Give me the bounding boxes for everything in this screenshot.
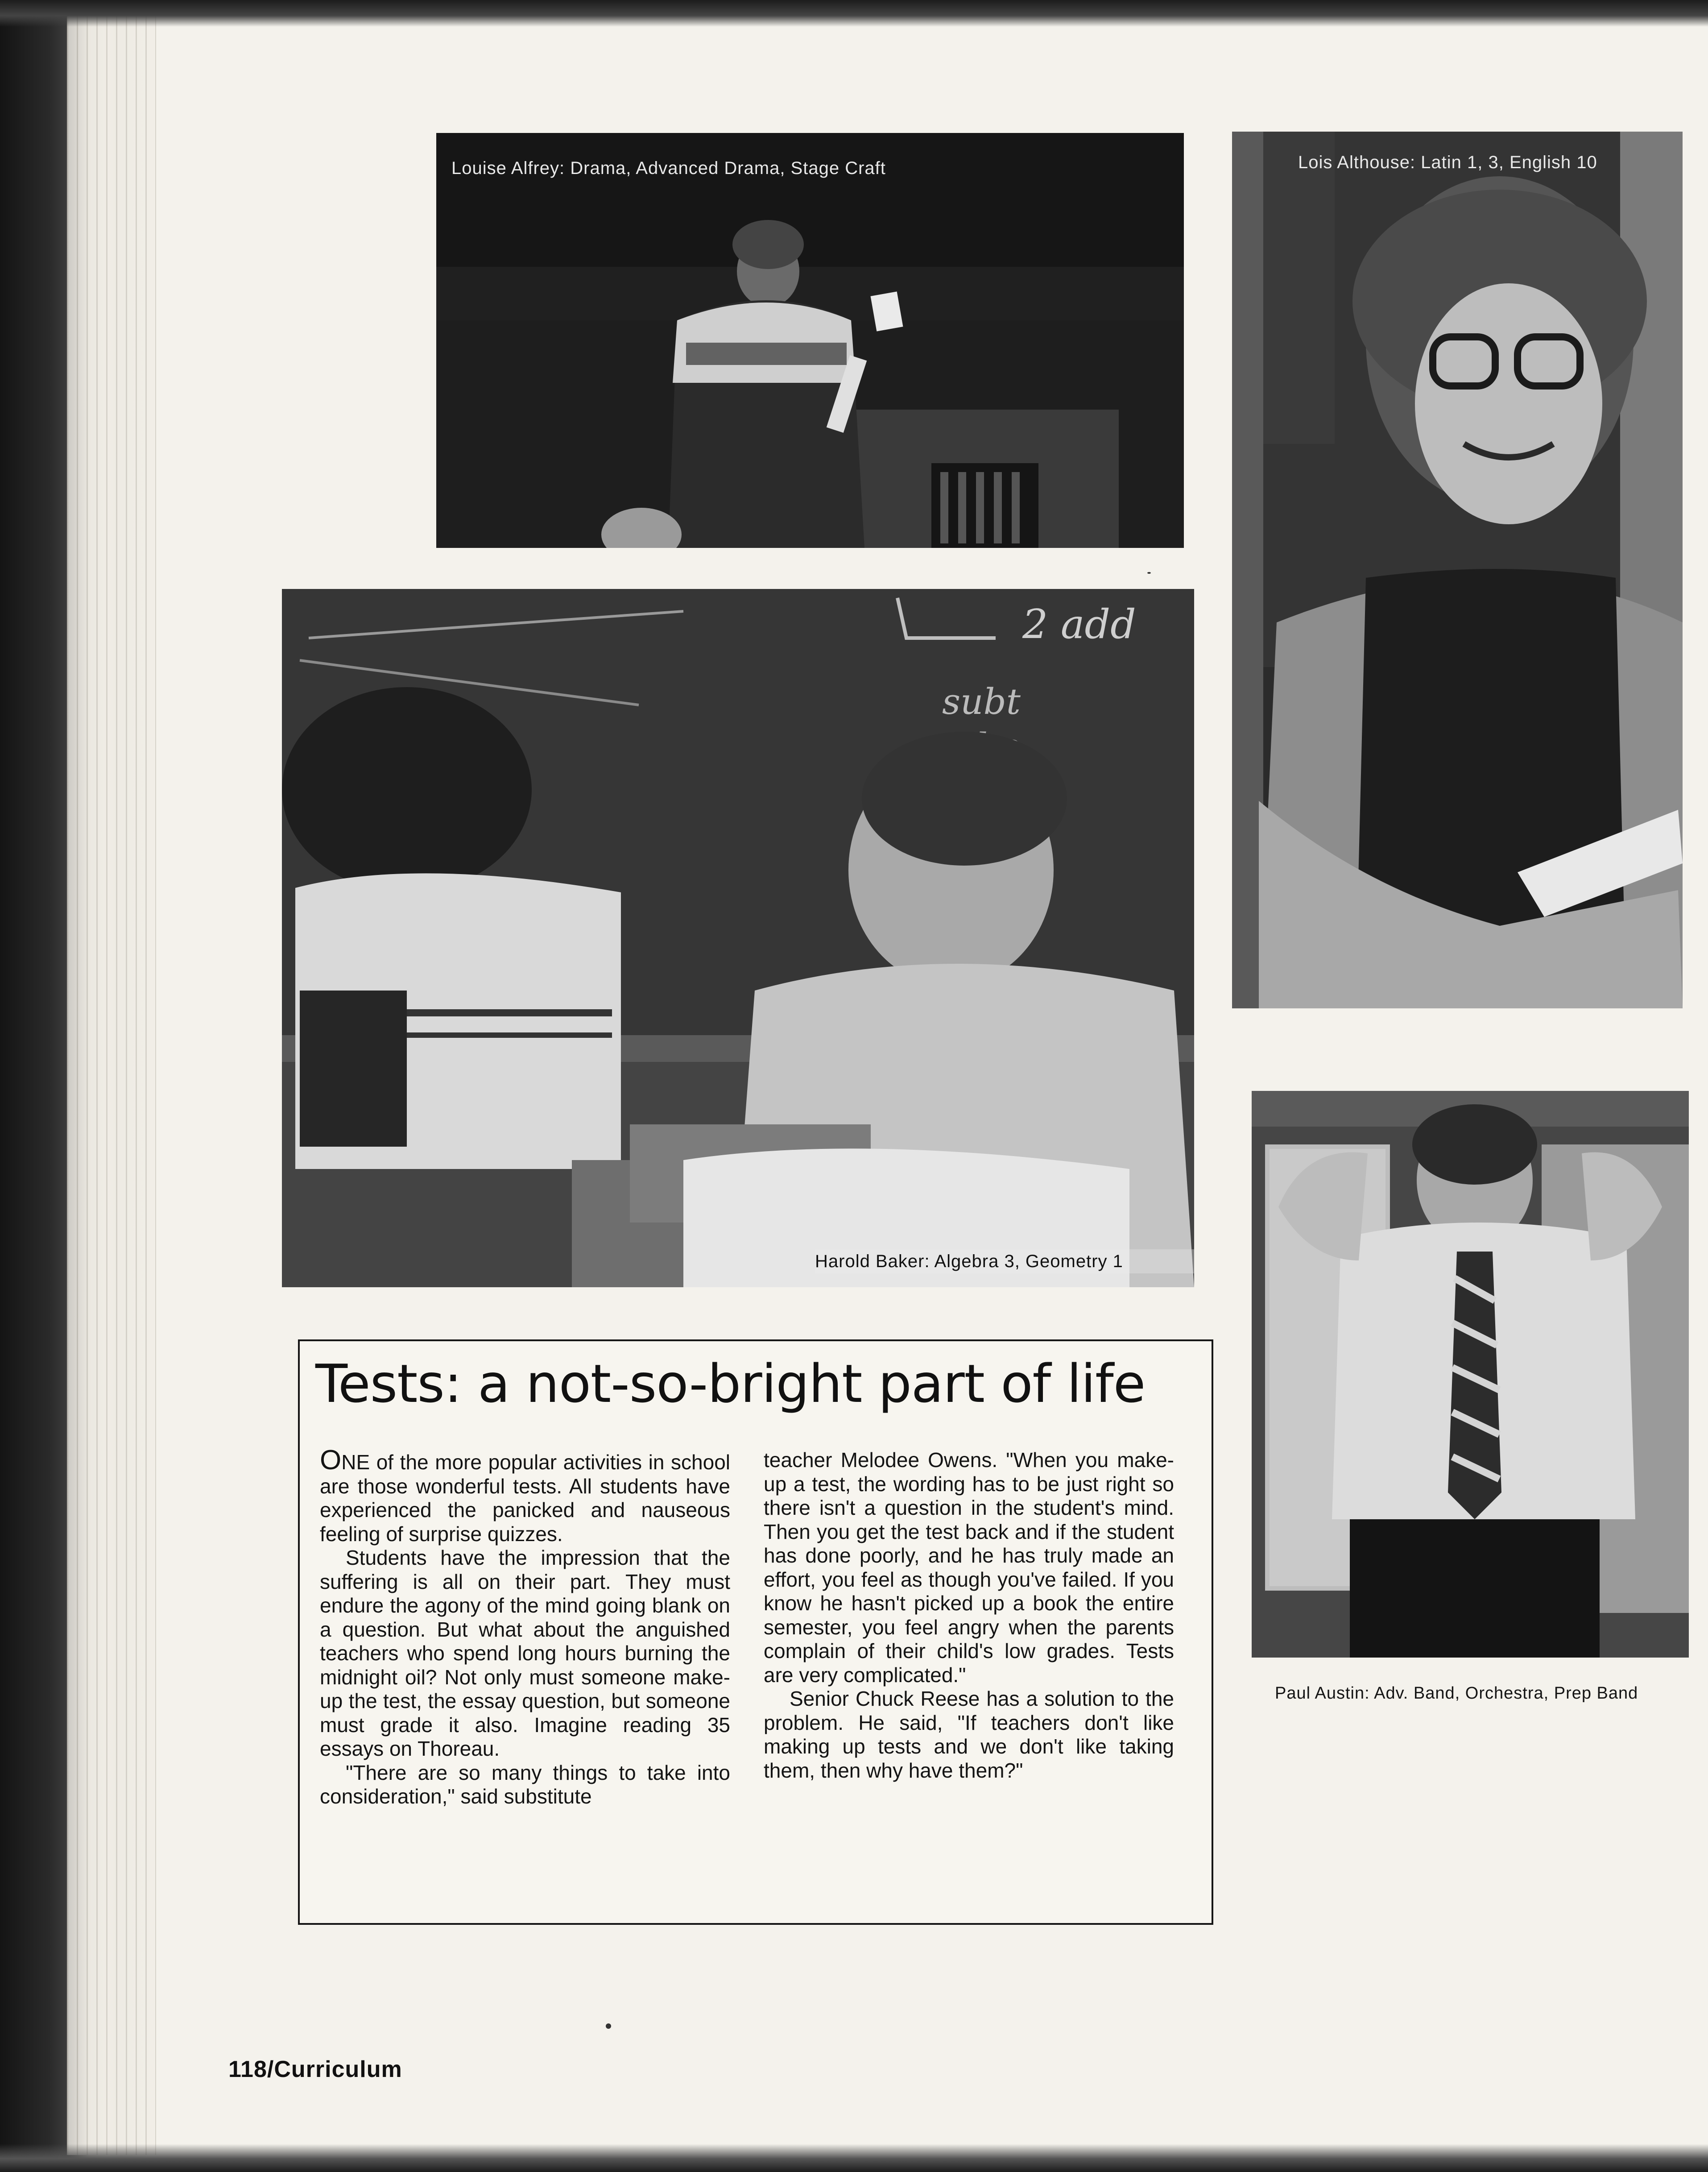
article-paragraph: Senior Chuck Reese has a solution to the problem. He said, "If teachers don't like making up tests and we don't like taking them, then why have them?" — [764, 1687, 1174, 1782]
photo-althouse-caption: Lois Althouse: Latin 1, 3, English 10 — [1298, 153, 1597, 172]
article-paragraph: "There are so many things to take into consideration," said substitute — [320, 1761, 730, 1808]
article-paragraph: Students have the impression that the suffering is all on their part. They must endure the agony of the mind going blank on a question. But what about the anguished teachers who spend long hours burning the midnight oil? Not only must someone make-up the test, the essay question, but someone must grade it also. Imagine reading 35 essays on Thoreau. — [320, 1546, 730, 1760]
article-box — [298, 1339, 1213, 1925]
photo-austin — [1252, 1091, 1689, 1658]
photo-austin-image — [1252, 1091, 1689, 1658]
photo-baker-image — [282, 589, 1194, 1287]
article-paragraph: teacher Melodee Owens. "When you make-up a test, the wording has to be just right so there isn't a question in the student's mind. Then you get the test back and if the student has done poorly, and he has truly made an effort, you feel as though you've failed. If you know he hasn't picked up a book the entire semester, you feel angry when the parents complain of their child's low grades. Tests are very complicated." — [764, 1448, 1174, 1687]
top-shadow — [0, 0, 1708, 27]
svg-text:subt: subt — [942, 681, 1021, 722]
bottom-shadow — [0, 2144, 1708, 2172]
article-headline: Tests: a not-so-bright part of life — [315, 1353, 1146, 1414]
dust-speck — [606, 2023, 611, 2029]
svg-text:2 add: 2 add — [1022, 601, 1136, 648]
photo-althouse — [1232, 132, 1683, 1008]
photo-alfrey-image — [436, 133, 1184, 548]
dust-speck — [1147, 572, 1151, 574]
photo-baker-caption: Harold Baker: Algebra 3, Geometry 1 — [815, 1249, 1194, 1273]
article-paragraph — [320, 1445, 730, 1546]
stacked-page-edges — [67, 13, 156, 2155]
article-dropcap: O — [320, 1445, 342, 1476]
article-column-2 — [764, 1448, 1174, 1782]
photo-baker — [282, 589, 1194, 1287]
photo-alfrey-caption: Louise Alfrey: Drama, Advanced Drama, Stage Craft — [451, 158, 886, 178]
photo-althouse-image — [1232, 132, 1683, 1008]
photo-alfrey — [436, 133, 1184, 548]
article-paragraph-text: NE of the more popular activities in school are those wonderful tests. All students have experienced the panicked and nauseous feeling of surprise quizzes. — [320, 1451, 730, 1546]
photo-austin-caption: Paul Austin: Adv. Band, Orchestra, Prep Band — [1275, 1684, 1638, 1703]
article-column-1 — [320, 1445, 730, 1809]
page-folio: 118/Curriculum — [228, 2056, 402, 2082]
